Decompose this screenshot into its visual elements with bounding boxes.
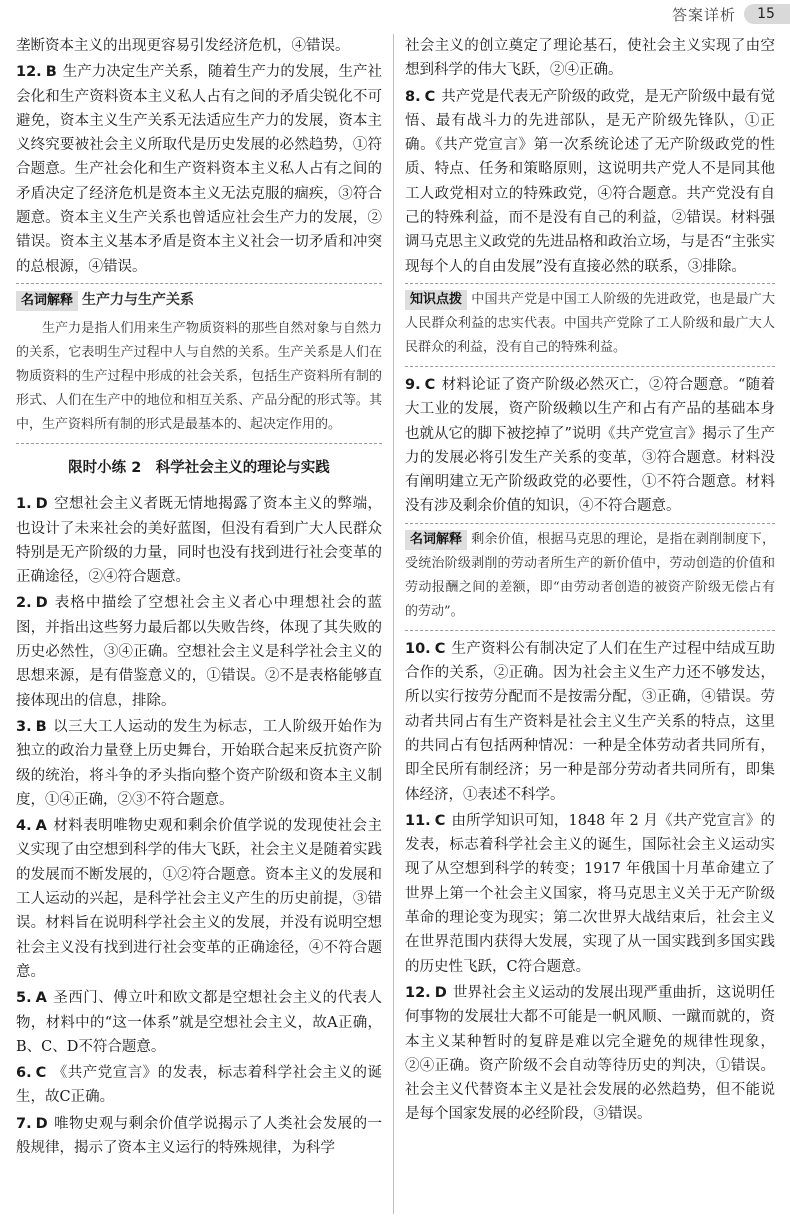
continued-text: 垄断资本主义的出现更容易引发经济危机，④错误。 — [16, 38, 350, 54]
answer-text: 圣西门、傅立叶和欧文都是空想社会主义的代表人物，材料中的“这一体系”就是空想社会主义，故A正确，B、C、D不符合题意。 — [16, 990, 382, 1055]
section-title: 限时小练 2 科学社会主义的理论与实践 — [68, 459, 330, 476]
answer-number: 8. — [405, 88, 421, 105]
answer-text: 唯物史观与剩余价值学说揭示了人类社会发展的一般规律，揭示了资本主义运行的特殊规律，为科学 — [16, 1115, 382, 1156]
answer-letter: C — [434, 812, 446, 829]
answer-item — [16, 60, 382, 279]
answer-number: 11. — [405, 812, 431, 829]
answer-letter: B — [35, 718, 47, 735]
column-divider — [393, 34, 394, 1214]
answer-item — [16, 986, 382, 1059]
answer-item — [16, 1061, 382, 1110]
answer-text: 材料论证了资产阶级必然灭亡，②符合题意。“随着大工业的发展，资产阶级赖以生产和占有产品的基础本身也就从它的脚下被挖掉了”说明《共产党宣言》揭示了生产力的发展必将引发生产关系的变革，③符合题意。材料没有阐明建立无产阶级政党的必要性，①不符合题意。材料没有涉及剩余价值的知识，④不符合题意。 — [405, 376, 775, 515]
answer-text: 以三大工人运动的发生为标志，工人阶级开始作为独立的政治力量登上历史舞台，开始联合起来反抗资产阶级的统治，将斗争的矛头指向整个资产阶级和资本主义制度，①④正确，②③不符合题意。 — [16, 718, 382, 808]
continued-text: 社会主义的创立奠定了理论基石，使社会主义实现了由空想到科学的伟大飞跃，②④正确。 — [405, 38, 775, 79]
answer-item — [16, 814, 382, 984]
answer-number: 3. — [16, 718, 32, 735]
answer-letter: A — [35, 990, 47, 1007]
answer-text: 共产党是代表无产阶级的政党，是无产阶级中最有觉悟、最有战斗力的先进部队，是无产阶级先锋队，①正确。《共产党宣言》第一次系统论述了无产阶级政党的性质、特点、任务和策略原则，这说明共产党人不是同其他工人政党相对立的特殊政党，④符合题意。共产党没有自己的特殊利益，而不是没有自己的利益，②错误。材料强调马克思主义政党的先进品格和政治立场，与是否“主张实现每个人的自由发展”没有直接必然的联系，③排除。 — [405, 88, 775, 275]
header-title: 答案详析 — [671, 5, 736, 24]
answer-text: 生产力决定生产关系，随着生产力的发展，生产社会化和生产资料资本主义私人占有之间的矛盾尖锐化不可避免，资本主义生产关系无法适应生产力的发展，资本主义终究要被社会主义所取代是历史发展的必然趋势，①符合题意。生产社会化和生产资料资本主义私人占有之间的矛盾决定了经济危机是资本主义无法克服的痼疾，③符合题意。资本主义生产关系也曾适应社会生产力的发展，②错误。资本主义基本矛盾是资本主义社会一切矛盾和冲突的总根源，④错误。 — [16, 64, 382, 275]
answer-item — [16, 715, 382, 812]
answer-number: 6. — [16, 1065, 32, 1082]
answer-letter: D — [35, 496, 48, 513]
answer-number: 10. — [405, 640, 431, 657]
answer-item — [16, 1112, 382, 1161]
knowledge-tip-box — [405, 283, 775, 367]
box-body: 剩余价值，根据马克思的理论，是指在剥削制度下，受统治阶级剥削的劳动者所生产的新价值中，劳动创造的价值和劳动报酬之间的差额，即“由劳动者创造的被资产阶级无偿占有的劳动”。 — [405, 531, 775, 619]
answer-text: 空想社会主义者既无情地揭露了资本主义的弊端，也设计了未来社会的美好蓝图，但没有看到广大人民群众特别是无产阶级的力量，同时也没有找到进行社会变革的正确途径，②④符合题意。 — [16, 496, 382, 586]
answer-number: 12. — [405, 984, 431, 1001]
box-tag: 名词解释 — [405, 530, 467, 550]
term-explanation-box — [16, 283, 382, 444]
answer-number: 9. — [405, 376, 421, 393]
answer-item — [405, 85, 775, 279]
answer-number: 12. — [16, 64, 42, 81]
answer-number: 5. — [16, 990, 32, 1007]
answer-number: 1. — [16, 496, 32, 513]
answer-item — [405, 637, 775, 807]
box-title: 生产力与生产关系 — [82, 291, 195, 308]
answer-letter: D — [35, 595, 48, 612]
answer-text: 世界社会主义运动的发展出现严重曲折，这说明任何事物的发展壮大都不可能是一帆风顺、一蹴而就的，资本主义某种暂时的复辟是难以完全避免的规律性现象，②④正确。资产阶级不会自动等待历史的判决，①错误。社会主义代替资本主义是社会发展的必然趋势，但不能说是每个国家发展的必经阶段，③错误。 — [405, 984, 775, 1123]
page-number: 15 — [744, 4, 790, 24]
answer-letter: D — [434, 984, 447, 1001]
answer-letter: B — [45, 64, 57, 81]
left-column — [16, 34, 382, 1162]
box-tag: 知识点拨 — [405, 290, 467, 310]
answer-item — [16, 591, 382, 712]
page-header — [672, 0, 790, 28]
answer-text: 材料表明唯物史观和剩余价值学说的发现使社会主义实现了由空想到科学的伟大飞跃，社会主义是随着实践的发展而不断发展的，①②符合题意。资本主义的发展和工人运动的兴起，是科学社会主义产生的历史前提，③错误。材料旨在说明科学社会主义的发展，并没有说明空想社会主义没有找到进行社会变革的正确途径，④不符合题意。 — [16, 818, 382, 980]
answer-number: 4. — [16, 818, 32, 835]
answer-item — [405, 981, 775, 1127]
answer-number: 7. — [16, 1115, 32, 1132]
right-column — [405, 34, 775, 1129]
answer-letter: C — [424, 88, 436, 105]
box-body: 生产力是指人们用来生产物质资料的那些自然对象与自然力的关系，它表明生产过程中人与自然的关系。生产关系是人们在物质资料的生产过程中形成的社会关系，包括生产资料所有制的形式、人们在生产中的地位和相互关系、产品分配的形式等。其中，生产资料所有制的形式是最基本的、起决定作用的。 — [16, 320, 382, 432]
answer-item — [405, 373, 775, 519]
answer-letter: C — [35, 1065, 47, 1082]
answer-letter: D — [35, 1115, 48, 1132]
answer-text: 生产资料公有制决定了人们在生产过程中结成互助合作的关系，②正确。因为社会主义生产力还不够发达，所以实行按劳分配而不是按需分配，③正确，④错误。劳动者共同占有生产资料是社会主义生产关系的特点，这里的共同占有包括两种情况：一种是全体劳动者共同所有，即全民所有制经济；另一种是部分劳动者共同所有，即集体经济，①表述不科学。 — [405, 640, 775, 803]
answer-letter: C — [424, 376, 436, 393]
box-tag: 名词解释 — [16, 291, 78, 311]
answer-number: 2. — [16, 595, 32, 612]
box-body: 中国共产党是中国工人阶级的先进政党，也是最广大人民群众利益的忠实代表。中国共产党除了工人阶级和最广大人民群众的利益，没有自己的特殊利益。 — [405, 291, 775, 355]
answer-item — [405, 809, 775, 979]
answer-text: 表格中描绘了空想社会主义者心中理想社会的蓝图，并指出这些努力最后都以失败告终，体现了其失败的历史必然性，③④正确。空想社会主义是科学社会主义的思想来源，是有借鉴意义的，①错误。②不是表格能够直接体现出的信息，排除。 — [16, 595, 382, 709]
answer-letter: A — [35, 818, 47, 835]
answer-item — [16, 492, 382, 589]
term-explanation-box — [405, 523, 775, 631]
answer-text: 《共产党宣言》的发表，标志着科学社会主义的诞生，故C正确。 — [16, 1065, 382, 1106]
answer-text: 由所学知识可知，1848 年 2 月《共产党宣言》的发表，标志着科学社会主义的诞生，国际社会主义运动实现了从空想到科学的转变；1917 年俄国十月革命建立了世界上第一个社会主义国家，将马克思主义关于无产阶级革命的理论变为现实；第二次世界大战结束后，社会主义在世界范围内获得大发展，实现了从一国实践到多国实践的历史性飞跃，C符合题意。 — [405, 812, 775, 975]
answer-letter: C — [434, 640, 446, 657]
